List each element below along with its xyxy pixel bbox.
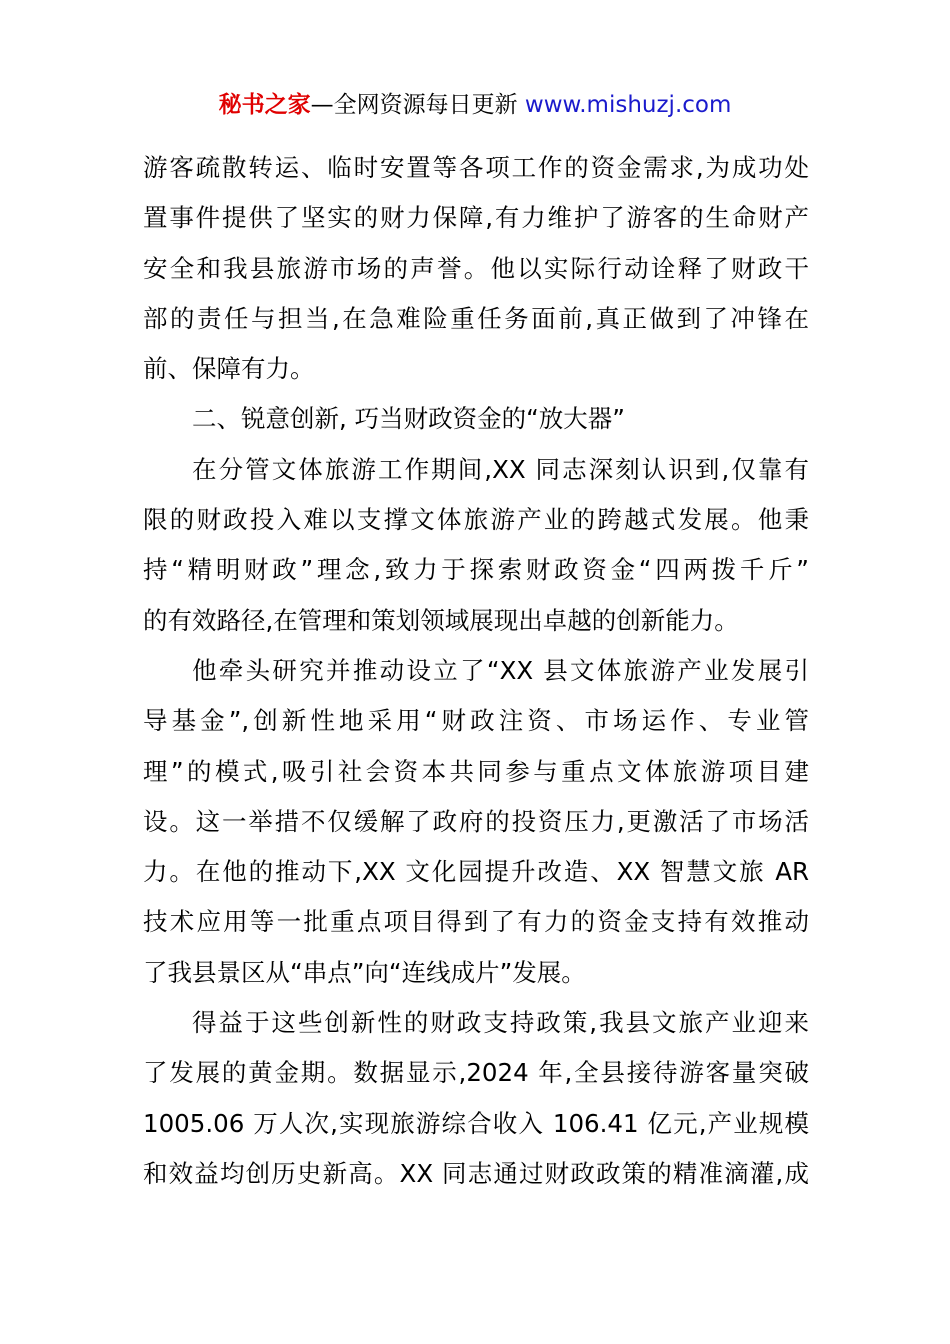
brand-name: 秘书之家 [218,92,311,118]
text-line: 置事件提供了坚实的财力保障,有力维护了游客的生命财产 [143,203,809,233]
text-line: 前、保障有力。 [143,354,315,384]
text-line: 理”的模式,吸引社会资本共同参与重点文体旅游项目建 [143,756,809,786]
text-line: 了我县景区从“串点”向“连线成片”发展。 [143,957,586,987]
section-heading: 二、锐意创新, 巧当财政资金的“放大器” [192,404,625,434]
text-line: 导基金”,创新性地采用“财政注资、市场运作、专业管 [143,706,809,736]
text-line: 游客疏散转运、临时安置等各项工作的资金需求,为成功处 [143,153,809,182]
text-line: 持“精明财政”理念,致力于探索财政资金“四两拨千斤” [143,555,809,585]
text-line: 力。在他的推动下,XX 文化园提升改造、XX 智慧文旅 AR [143,857,809,887]
header-tagline: —全网资源每日更新 [310,92,525,118]
text-line: 部的责任与担当,在急难险重任务面前,真正做到了冲锋在 [143,303,809,333]
text-line: 了发展的黄金期。数据显示,2024 年,全县接待游客量突破 [143,1058,809,1088]
text-line: 技术应用等一批重点项目得到了有力的资金支持有效推动 [143,907,809,937]
text-line: 在分管文体旅游工作期间,XX 同志深刻认识到,仅靠有 [192,454,809,484]
header-url-link[interactable]: www.mishuzj.com [524,92,732,118]
text-line: 设。这一举措不仅缓解了政府的投资压力,更激活了市场活 [143,806,809,836]
text-line: 安全和我县旅游市场的声誉。他以实际行动诠释了财政干 [143,253,809,283]
text-line: 的有效路径,在管理和策划领域展现出卓越的创新能力。 [143,605,739,635]
document-header [0,86,950,124]
text-line: 得益于这些创新性的财政支持政策,我县文旅产业迎来 [192,1008,809,1038]
text-line: 限的财政投入难以支撑文体旅游产业的跨越式发展。他秉 [143,505,809,535]
text-line: 1005.06 万人次,实现旅游综合收入 106.41 亿元,产业规模 [143,1108,809,1138]
text-line: 和效益均创历史新高。XX 同志通过财政政策的精准滴灌,成 [143,1158,809,1188]
text-line: 他牵头研究并推动设立了“XX 县文体旅游产业发展引 [192,655,809,685]
document-body [143,143,809,1199]
